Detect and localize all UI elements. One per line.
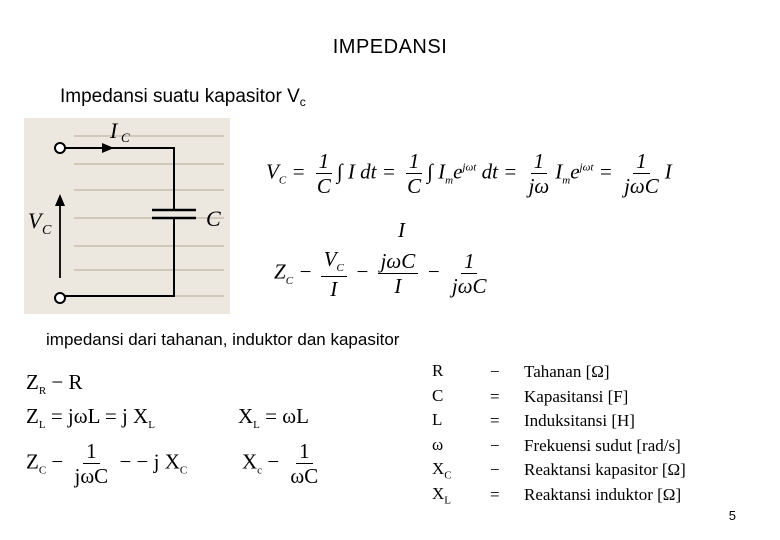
definition-row: L = Induksitansi [H] — [432, 410, 635, 431]
definition-row: ω − Frekuensi sudut [rad/s] — [432, 434, 681, 455]
current-label-sub: C — [121, 130, 130, 145]
section-title: impedansi dari tahanan, induktor dan kapasitor — [46, 330, 400, 349]
voltage-label: V — [28, 208, 42, 233]
formula-zr: $Z_R - R$ — [26, 370, 83, 398]
vc-term-3: I — [555, 159, 563, 184]
terminal-top — [55, 143, 65, 153]
subtitle-subscript: c — [299, 95, 306, 109]
vc-term-4: I — [664, 159, 672, 184]
vc-frac-1: $\frac{1}{C}$ — [316, 149, 331, 199]
zc-lhs: Z — [274, 259, 286, 284]
subtitle — [60, 86, 306, 109]
formula-zl: $Z_L = j\omega L = j$ $X_L$ — [26, 404, 155, 432]
current-label: I — [110, 118, 118, 143]
vc-frac-2: $\frac{1}{C}$ — [407, 149, 422, 199]
equation-zc: $Z_C$ − $\frac{V_C}{I}$ − $\frac{\text{jωC}}{I}$ − $\frac{1}{\text{jωC}}$ — [274, 248, 493, 300]
xc-formula-frac: $\frac{1}{\omega C}$ — [290, 439, 319, 489]
circuit-svg — [24, 118, 230, 314]
definition-row: C = Kapasitansi [F] — [432, 385, 629, 406]
subtitle-text: Impedansi suatu kapasitor V — [60, 86, 300, 107]
slide-title: IMPEDANSI — [332, 36, 448, 58]
vc-frac-4: $\frac{1}{\text{jωC}}$ — [624, 149, 659, 199]
definitions-list — [432, 360, 686, 507]
vc-lhs-sub: C — [278, 174, 287, 187]
definition-row: $X_C$ − Reaktansi kapasitor [Ω] — [432, 459, 686, 482]
formula-zc: $Z_C$ − $\frac{1}{\text{jωC}}$ − − j $X_C$ — [26, 439, 188, 489]
zc-frac-3: $\frac{1}{\text{jωC}}$ — [451, 249, 487, 299]
voltage-label-sub: C — [42, 223, 52, 238]
formula-xc: $X_c$ − $\frac{1}{\omega C}$ — [242, 440, 324, 487]
stray-current-symbol: I — [398, 218, 405, 242]
terminal-bottom — [55, 293, 65, 303]
definition-row: R − Tahanan [Ω] — [432, 361, 610, 382]
zc-formula-frac: $\frac{1}{\text{jωC}}$ — [74, 439, 109, 489]
capacitor-label: C — [206, 206, 221, 231]
vc-term-1: ∫ I dt — [336, 159, 377, 184]
definition-row: $X_L$ = Reaktansi induktor [Ω] — [432, 483, 682, 506]
page-number: 5 — [728, 508, 736, 523]
vc-term-2: ∫ I — [427, 159, 446, 184]
vc-frac-3: $\frac{1}{j\omega}$ — [528, 149, 550, 199]
zc-frac-2: $\frac{\text{jωC}}{I}$ — [378, 250, 419, 297]
formula-xl: $X_L = \omega L$ — [238, 404, 309, 432]
vc-lhs: V — [266, 159, 279, 184]
equation-vc: $V_C$ = $\frac{1}{C}$ ∫ I dt = $\frac{1}{C}$ ∫ $I_me^{j\omega t}$ dt = $\frac{1}{j\omega}$ $I_me^{j\omega t}$ = $\frac{1}{\text{jωC}}$ I — [266, 149, 672, 199]
capacitor-circuit — [24, 118, 230, 314]
vc-eq: = — [291, 159, 306, 184]
zc-frac-1: $\frac{V_C}{I}$ — [321, 248, 347, 300]
zc-lhs-sub: C — [285, 274, 294, 287]
